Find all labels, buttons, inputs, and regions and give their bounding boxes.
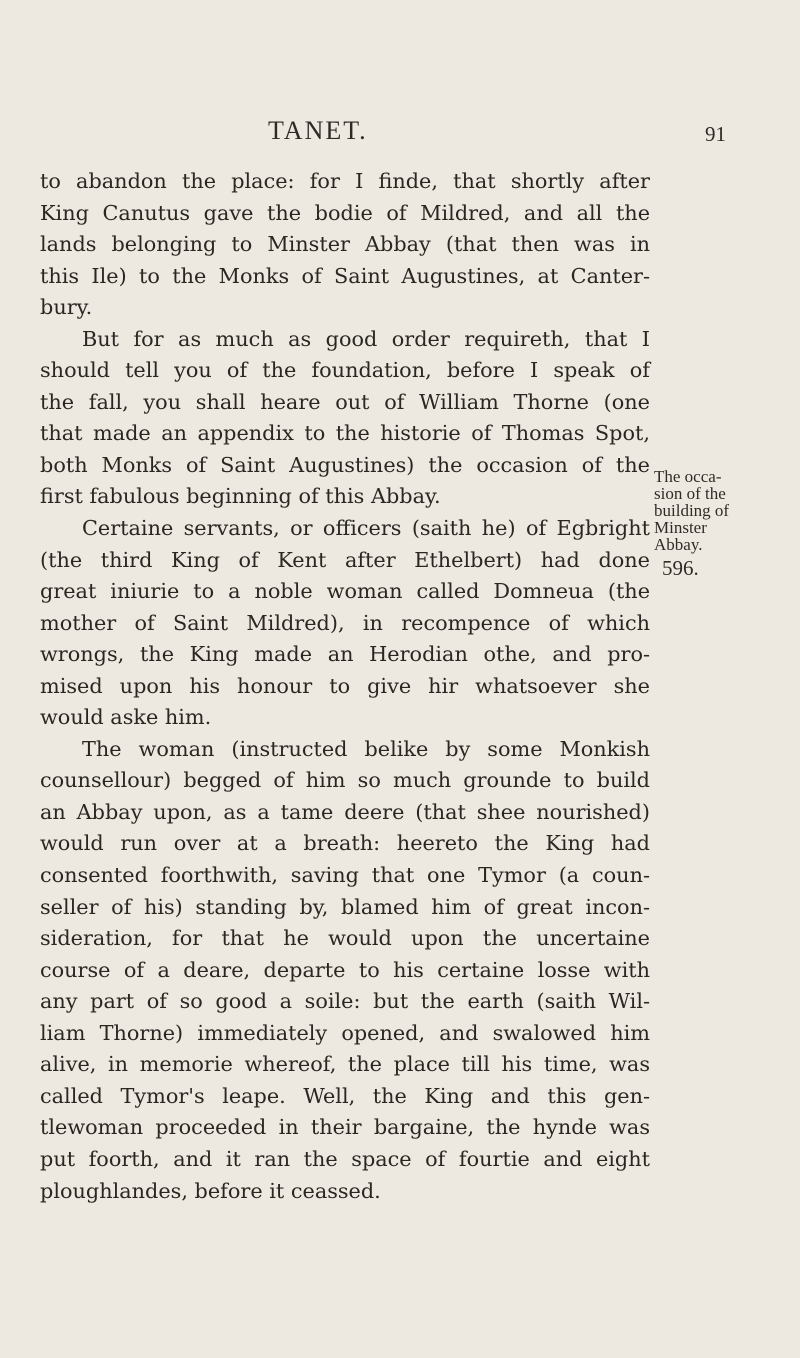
running-title: TANET.	[268, 116, 368, 145]
text-line: this Ile) to the Monks of Saint Augustines, at Canter-	[40, 263, 650, 288]
paragraph-4	[40, 734, 650, 1207]
text-line: called Tymor's leape. Well, the King and this gen-	[40, 1083, 650, 1108]
text-line: liam Thorne) immediately opened, and swalowed him	[40, 1020, 650, 1045]
text-line: would run over at a breath: heereto the King had	[40, 831, 650, 856]
text-line: alive, in memorie whereof, the place till his time, was	[40, 1052, 650, 1077]
text-line: course of a deare, departe to his certaine losse with	[40, 957, 650, 982]
text-line: mised upon his honour to give hir whatsoever she	[40, 673, 650, 698]
text-line: bury.	[40, 295, 93, 320]
text-line: any part of so good a soile: but the earth (saith Wil-	[40, 989, 650, 1014]
text-line: tlewoman proceeded in their bargaine, the hynde was	[40, 1115, 650, 1140]
text-line: wrongs, the King made an Herodian othe, and pro-	[40, 642, 650, 667]
margin-note-line: Abbay.	[654, 535, 703, 554]
text-line: first fabulous beginning of this Abbay.	[40, 484, 441, 509]
text-line: that made an appendix to the historie of Thomas Spot,	[40, 421, 650, 446]
body-text	[40, 166, 650, 1207]
margin-note-line: sion of the	[654, 484, 726, 503]
margin-note-line: building of	[654, 501, 730, 520]
text-line: The woman (instructed belike by some Monkish	[82, 736, 650, 761]
margin-note-line: The occa-	[654, 467, 722, 486]
margin-note	[654, 468, 800, 553]
text-line: great iniurie to a noble woman called Domneua (the	[40, 579, 650, 604]
text-line: (the third King of Kent after Ethelbert) had done	[40, 547, 650, 572]
text-line: should tell you of the foundation, before I speak of	[40, 358, 650, 383]
running-head	[0, 116, 800, 146]
text-line: But for as much as good order requireth, that I	[82, 326, 650, 351]
text-line: Certaine servants, or officers (saith he) of Egbright	[82, 516, 650, 541]
text-line: put foorth, and it ran the space of fourtie and eight	[40, 1146, 650, 1171]
paragraph-2	[40, 324, 650, 513]
text-line: would aske him.	[40, 705, 212, 730]
text-line: ploughlandes, before it ceassed.	[40, 1178, 381, 1203]
text-line: sideration, for that he would upon the uncertaine	[40, 926, 650, 951]
text-line: both Monks of Saint Augustines) the occasion of the	[40, 452, 650, 477]
text-line: the fall, you shall heare out of William Thorne (one	[40, 389, 650, 414]
text-line: King Canutus gave the bodie of Mildred, and all the	[40, 200, 650, 225]
text-line: seller of his) standing by, blamed him of great incon-	[40, 894, 650, 919]
paragraph-1	[40, 166, 650, 324]
text-line: counsellour) begged of him so much grounde to build	[40, 768, 650, 793]
text-line: mother of Saint Mildred), in recompence of which	[40, 610, 650, 635]
text-line: lands belonging to Minster Abbay (that then was in	[40, 232, 650, 257]
text-line: consented foorthwith, saving that one Tymor (a coun-	[40, 863, 650, 888]
margin-note-year: 596.	[662, 556, 699, 580]
text-line: an Abbay upon, as a tame deere (that shee nourished)	[40, 799, 650, 824]
text-line: to abandon the place: for I finde, that shortly after	[40, 169, 650, 193]
paragraph-3	[40, 513, 650, 734]
margin-note-line: Minster	[654, 518, 707, 537]
page-number: 91	[705, 122, 726, 146]
